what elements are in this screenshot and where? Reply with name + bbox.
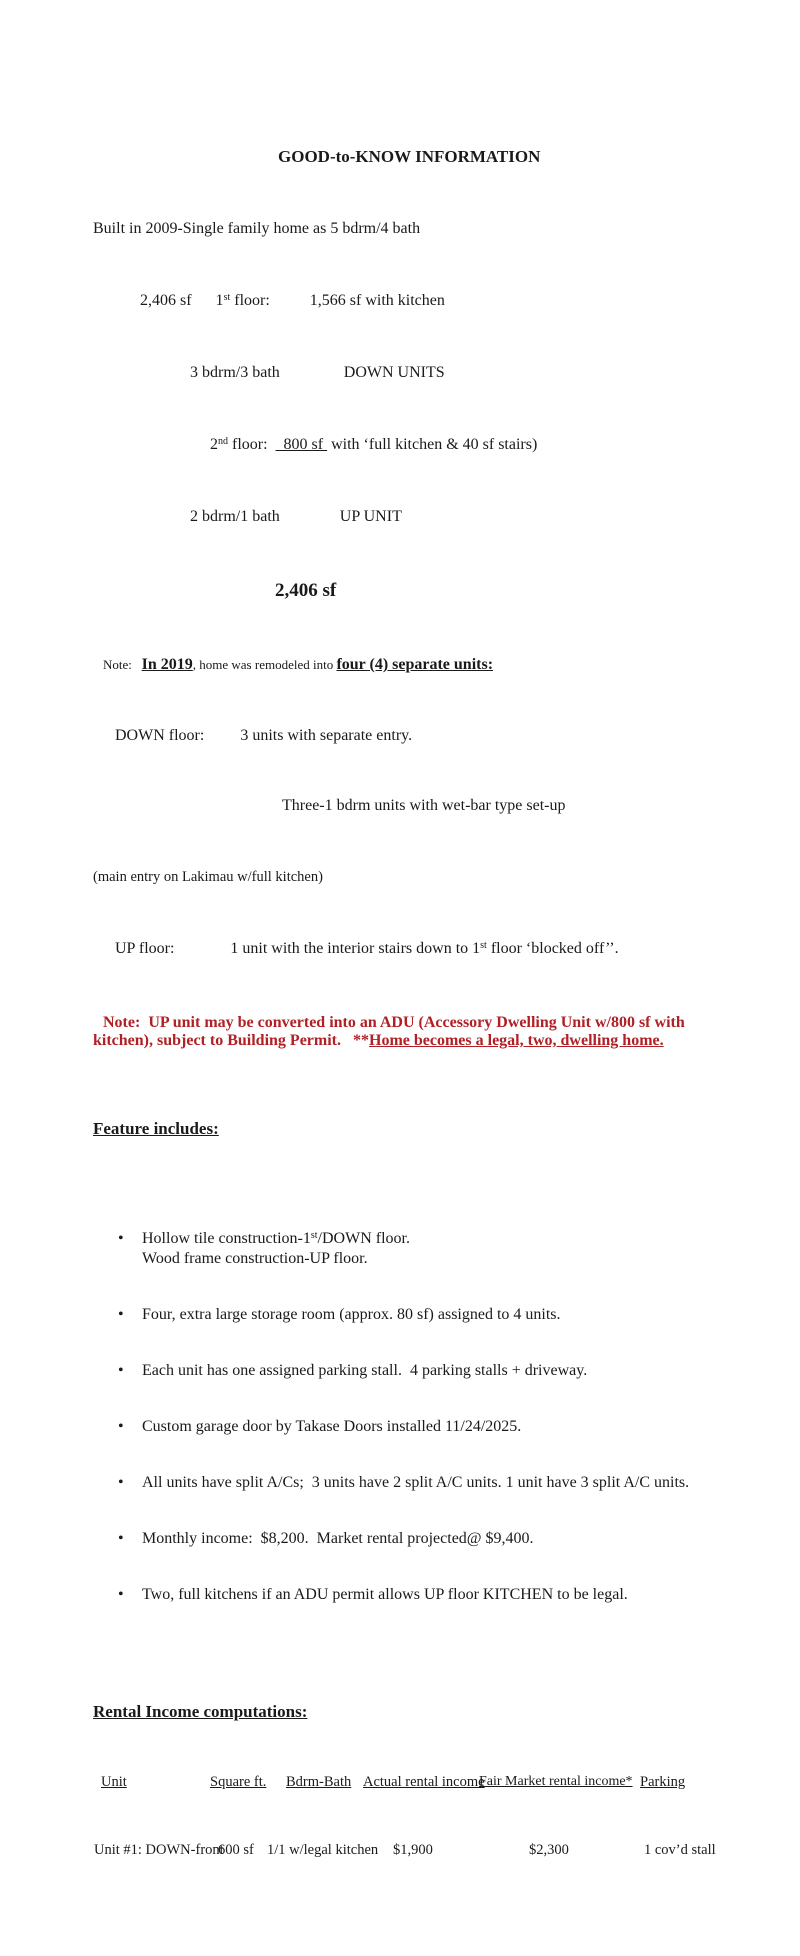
up-floor-line — [115, 940, 753, 958]
column-header-fair-market: Fair Market rental income* — [479, 1774, 633, 1789]
column-header-unit: Unit — [101, 1774, 127, 1790]
column-header-actual-rental: Actual rental income — [363, 1774, 485, 1790]
feature-text: Hollow tile construction-1st/DOWN floor. Wood frame construction-UP floor. — [142, 1230, 410, 1267]
rental-income-heading: Rental Income computations: — [93, 1702, 308, 1721]
feature-text: Four, extra large storage room (approx. 80 sf) assigned to 4 units. — [142, 1306, 561, 1323]
feature-text: All units have split A/Cs; 3 units have 2 split A/C units. 1 unit have 3 split A/C units. — [142, 1474, 690, 1491]
cell-unit: Unit #1: DOWN-front — [94, 1842, 224, 1858]
cell-fair-market: $2,300 — [529, 1842, 569, 1858]
bullet-icon: • — [118, 1586, 124, 1603]
built-year-line: Built in 2009-Single family home as 5 bdrm/4 bath — [93, 220, 421, 237]
second-floor-detail: with ‘full kitchen & 40 sf stairs) — [327, 436, 538, 453]
bullet-icon: • — [118, 1306, 124, 1323]
ordinal-superscript: st — [310, 1230, 318, 1241]
adu-note-text: Note: UP unit may be converted into an ADU (Accessory Dwelling Unit w/800 sf with kitchen), subject to Building Permit. ** — [93, 1014, 689, 1049]
column-header-parking: Parking — [640, 1774, 686, 1790]
feature-text: Custom garage door by Takase Doors installed 11/24/2025. — [142, 1418, 522, 1435]
up-unit-line: 2 bdrm/1 bath UP UNIT — [190, 508, 402, 525]
main-entry-line: (main entry on Lakimau w/full kitchen) — [93, 869, 323, 885]
remodel-text: , home was remodeled into — [192, 657, 337, 672]
ordinal-superscript: st — [223, 292, 231, 303]
ordinal-superscript: nd — [218, 436, 228, 447]
note-label: Note: — [103, 657, 142, 672]
rental-table-row-unit1 — [93, 1843, 753, 1857]
column-header-bdrm-bath: Bdrm-Bath — [286, 1774, 352, 1790]
feature-item-split-ac — [93, 1473, 753, 1493]
feature-text: Monthly income: $8,200. Market rental projected@ $9,400. — [142, 1530, 534, 1547]
first-floor-line — [140, 292, 753, 310]
feature-item-construction — [93, 1229, 753, 1269]
feature-item-garage-door — [93, 1417, 753, 1437]
cell-parking: 1 cov’d stall — [644, 1842, 716, 1858]
bullet-icon: • — [118, 1230, 124, 1247]
column-header-square-ft: Square ft. — [210, 1774, 267, 1790]
bullet-icon: • — [118, 1474, 124, 1491]
bullet-icon: • — [118, 1362, 124, 1379]
feature-text-line2: Wood frame construction-UP floor. — [142, 1250, 368, 1267]
second-floor-label: floor: — [228, 436, 276, 453]
second-floor-sf: 800 sf — [275, 436, 328, 453]
features-list — [93, 1193, 753, 1641]
second-floor-text: 2 — [210, 436, 218, 453]
feature-item-storage — [93, 1305, 753, 1325]
up-floor-text: UP floor: 1 unit with the interior stairs down to 1 — [115, 940, 481, 957]
feature-item-parking — [93, 1361, 753, 1381]
document-content — [93, 94, 753, 1911]
down-floor-line: DOWN floor: 3 units with separate entry. — [115, 727, 413, 744]
first-floor-text: 2,406 sf 1 — [140, 292, 224, 309]
feature-item-income — [93, 1529, 753, 1549]
bullet-icon: • — [118, 1530, 124, 1547]
first-floor-detail: floor: 1,566 sf with kitchen — [230, 292, 445, 309]
cell-bdrm-bath: 1/1 w/legal kitchen — [267, 1842, 379, 1858]
rental-table-header — [93, 1775, 753, 1789]
adu-conversion-note — [93, 1014, 745, 1050]
bullet-icon: • — [118, 1418, 124, 1435]
features-heading: Feature includes: — [93, 1119, 219, 1138]
feature-text: Each unit has one assigned parking stall. 4 parking stalls + driveway. — [142, 1362, 588, 1379]
second-floor-line — [210, 436, 753, 454]
feature-item-kitchens — [93, 1585, 753, 1605]
total-square-feet: 2,406 sf — [275, 580, 337, 601]
ordinal-superscript: st — [480, 940, 487, 951]
three-bdrm-line: Three-1 bdrm units with wet-bar type set-up — [282, 797, 566, 814]
cell-square-ft: 600 sf — [218, 1842, 254, 1858]
page-title: GOOD-to-KNOW INFORMATION — [278, 147, 541, 166]
remodel-year: In 2019 — [141, 656, 193, 673]
up-floor-detail: floor ‘blocked off’’. — [486, 940, 619, 957]
down-units-line: 3 bdrm/3 bath DOWN UNITS — [190, 364, 445, 381]
feature-text: Two, full kitchens if an ADU permit allows UP floor KITCHEN to be legal. — [142, 1586, 628, 1603]
separate-units-text: four (4) separate units: — [336, 656, 494, 673]
adu-note-underlined: Home becomes a legal, two, dwelling home. — [369, 1032, 664, 1049]
cell-actual-rental: $1,900 — [393, 1842, 433, 1858]
remodel-note-line — [103, 656, 753, 674]
